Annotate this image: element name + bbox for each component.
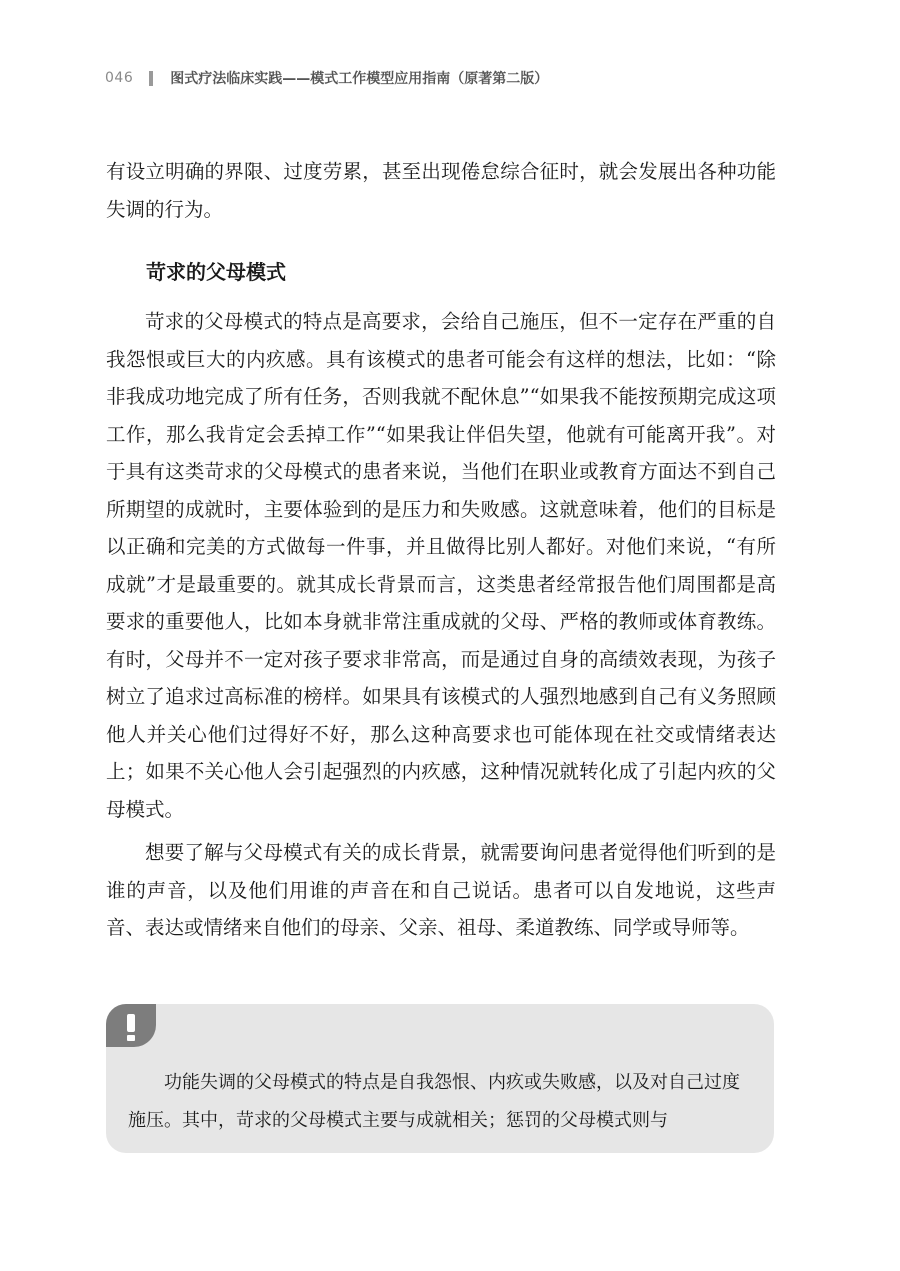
body-paragraph-1: 苛求的父母模式的特点是高要求，会给自己施压，但不一定存在严重的自我怨恨或巨大的内疚感。具有该模式的患者可能会有这样的想法，比如：“除非我成功地完成了所有任务，否则我就不配休息”“如果我不能按预期完成这项工作，那么我肯定会丢掉工作”“如果我让伴侣失望，他就有可能离开我”。对于具有这类苛求的父母模式的患者来说，当他们在职业或教育方面达不到自己所期望的成就时，主要体验到的是压力和失败感。这就意味着，他们的目标是以正确和完美的方式做每一件事，并且做得比别人都好。对他们来说，“有所成就”才是最重要的。就其成长背景而言，这类患者经常报告他们周围都是高要求的重要他人，比如本身就非常注重成就的父母、严格的教师或体育教练。有时，父母并不一定对孩子要求非常高，而是通过自身的高绩效表现，为孩子树立了追求过高标准的榜样。如果具有该模式的人强烈地感到自己有义务照顾他人并关心他们过得好不好，那么这种高要求也可能体现在社交或情绪表达上；如果不关心他人会引起强烈的内疚感，这种情况就转化成了引起内疚的父母模式。	[106, 310, 776, 821]
header-divider	[149, 71, 153, 86]
exclamation-icon	[106, 1004, 156, 1047]
body-paragraph-2: 想要了解与父母模式有关的成长背景，就需要询问患者觉得他们听到的是谁的声音，以及他们用谁的声音在和自己说话。患者可以自发地说，这些声音、表达或情绪来自他们的母亲、父亲、祖母、柔道教练、同学或导师等。	[106, 841, 776, 939]
page-number: 046	[105, 70, 134, 86]
running-header	[105, 68, 548, 88]
section-heading: 苛求的父母模式	[146, 260, 286, 284]
continuation-paragraph: 有设立明确的界限、过度劳累，甚至出现倦怠综合征时，就会发展出各种功能失调的行为。	[106, 160, 776, 221]
callout-box	[106, 1004, 774, 1153]
callout-text: 功能失调的父母模式的特点是自我怨恨、内疚或失败感，以及对自己过度施压。其中，苛求的父母模式主要与成就相关；惩罚的父母模式则与	[128, 1072, 740, 1131]
book-title: 图式疗法临床实践——模式工作模型应用指南（原著第二版）	[170, 71, 549, 87]
